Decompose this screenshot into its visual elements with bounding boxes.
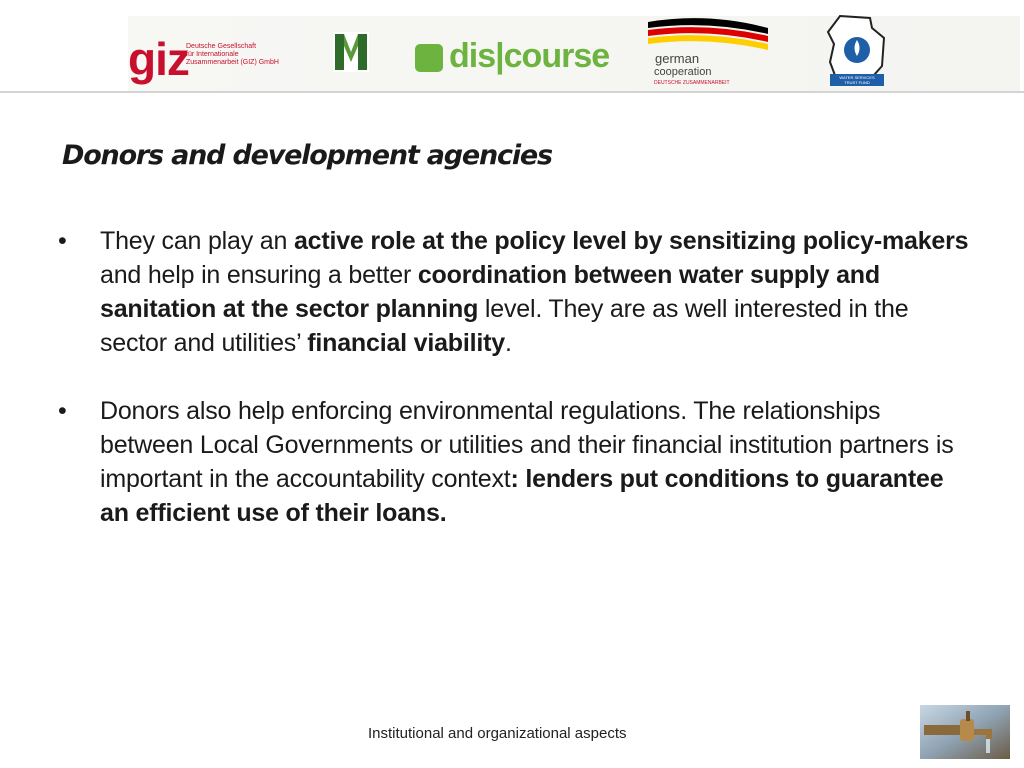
bullet-item <box>58 224 978 360</box>
german-cooperation-title: german <box>655 51 700 66</box>
bullet-text <box>100 227 968 357</box>
giz-logo-line: für Internationale <box>186 51 239 58</box>
giz-logo-text <box>186 43 296 67</box>
bold-segment: active role at the policy level by sensitizing policy-makers <box>293 227 969 255</box>
bullet-marker: • <box>58 397 67 425</box>
water-fund-caption <box>830 75 884 85</box>
german-cooperation-tagline: DEUTSCHE ZUSAMMENARBEIT <box>654 80 730 86</box>
dis-course-logo: dis|course <box>449 37 610 75</box>
water-fund-caption-line: WATER SERVICES <box>839 75 875 80</box>
bullet-item <box>58 394 978 530</box>
giz-logo: giz <box>128 33 189 85</box>
german-flag-icon <box>648 18 770 54</box>
text-segment: and help in ensuring a better <box>100 261 418 289</box>
water-tap-image-icon <box>920 705 1010 759</box>
bold-segment: financial viability <box>307 329 505 357</box>
m-logo <box>333 32 369 72</box>
water-fund-caption-line: TRUST FUND <box>844 80 870 85</box>
header-divider <box>0 91 1024 93</box>
text-segment: . <box>504 329 512 357</box>
slide-title: Donors and development agencies <box>62 140 552 171</box>
german-cooperation-subtitle: cooperation <box>654 66 712 78</box>
slide-footer: Institutional and organizational aspects <box>368 725 627 742</box>
text-segment: Donors also help enforcing environmental regulations. The relationships between Local Governments or utilities and their financial institution partners is important in the accountability context <box>100 397 954 493</box>
bullet-marker: • <box>58 227 67 255</box>
bold-segment: : lenders put conditions to guarantee an efficient use of their loans. <box>100 465 944 527</box>
bullet-list <box>58 224 978 564</box>
bold-segment: coordination between water supply and sanitation at the sector planning <box>100 261 880 323</box>
bullet-text <box>100 397 954 527</box>
giz-logo-line: Zusammenarbeit (GIZ) GmbH <box>186 59 279 66</box>
text-segment: They can play an <box>100 227 294 255</box>
dis-course-badge-icon <box>415 44 443 72</box>
giz-logo-line: Deutsche Gesellschaft <box>186 43 257 50</box>
text-segment: level. They are as well interested in the sector and utilities’ <box>100 295 909 357</box>
